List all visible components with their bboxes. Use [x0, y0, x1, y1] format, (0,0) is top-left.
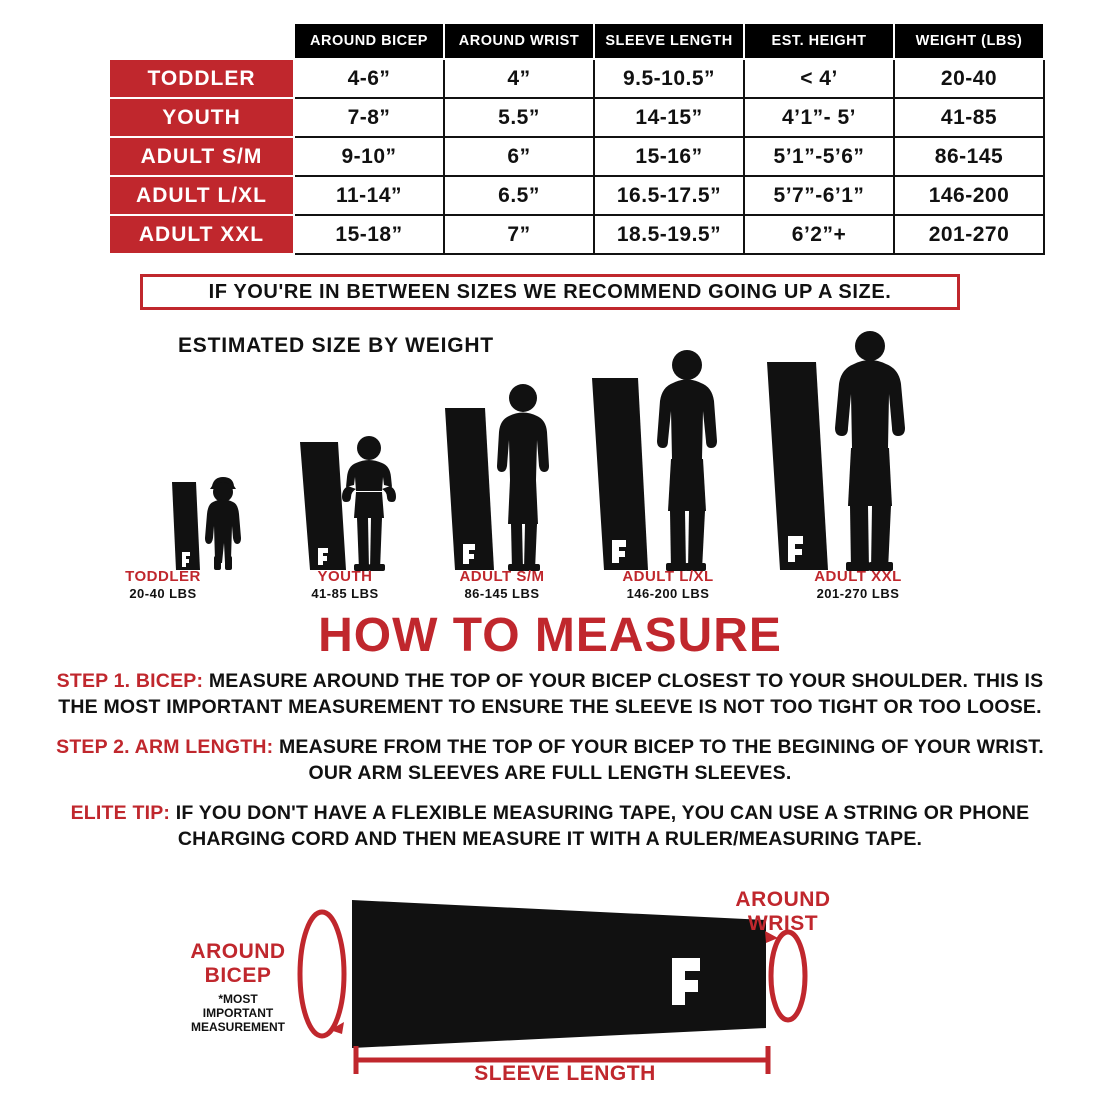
sleeve-diagram-shape: [352, 900, 766, 1048]
cell-adult-sm-wrist: 6”: [444, 137, 594, 176]
bicep-note-line3: MEASUREMENT: [190, 1020, 285, 1034]
person-silhouette-adult-sm: [497, 384, 549, 571]
silhouette-group-adult-sm: [445, 384, 549, 571]
cell-youth-weight: 41-85: [894, 98, 1044, 137]
cell-toddler-weight: 20-40: [894, 59, 1044, 98]
silhouette-group-toddler: [172, 477, 241, 570]
cell-adult-xxl-sleeve: 18.5-19.5”: [594, 215, 744, 254]
label-weight-adult-lxl: 146-200 LBS: [626, 586, 710, 601]
note-text: IF YOU'RE IN BETWEEN SIZES WE RECOMMEND GOING UP A SIZE.: [208, 280, 892, 303]
column-header-bicep: AROUND BICEP: [294, 23, 444, 59]
table-header-row: [109, 23, 1044, 59]
cell-adult-sm-height: 5’1”-5’6”: [744, 137, 894, 176]
how-to-measure-steps: [40, 668, 1060, 866]
wrist-measure-ellipse: [771, 932, 805, 1020]
cell-adult-sm-weight: 86-145: [894, 137, 1044, 176]
cell-adult-xxl-wrist: 7”: [444, 215, 594, 254]
step-2-lead: STEP 2. ARM LENGTH:: [56, 736, 274, 758]
label-name-adult-sm: ADULT S/M: [459, 568, 545, 585]
cell-adult-sm-sleeve: 15-16”: [594, 137, 744, 176]
column-header-height: EST. HEIGHT: [744, 23, 894, 59]
silhouette-label-adult-sm: [422, 568, 582, 601]
cell-youth-height: 4’1”- 5’: [744, 98, 894, 137]
cell-youth-sleeve: 14-15”: [594, 98, 744, 137]
step-2-text: MEASURE FROM THE TOP OF YOUR BICEP TO THE BEGINING OF YOUR WRIST. OUR ARM SLEEVES ARE FULL LENGTH SLEEVES.: [273, 736, 1044, 784]
size-table-container: [108, 22, 1023, 255]
cell-adult-sm-bicep: 9-10”: [294, 137, 444, 176]
label-name-adult-xxl: ADULT XXL: [814, 568, 902, 585]
label-weight-adult-sm: 86-145 LBS: [464, 586, 540, 601]
table-row: [109, 176, 1044, 215]
diagram-label-around-bicep: [178, 940, 298, 988]
step-1-bicep: [40, 668, 1060, 720]
person-silhouette-adult-lxl: [657, 350, 717, 571]
cell-toddler-wrist: 4”: [444, 59, 594, 98]
silhouette-group-adult-lxl: [592, 350, 717, 571]
person-silhouette-toddler: [205, 477, 241, 570]
how-to-measure-title: HOW TO MEASURE: [318, 609, 782, 662]
size-table: [108, 22, 1045, 255]
step-3-elite-tip: [40, 800, 1060, 852]
cell-adult-lxl-height: 5’7”-6’1”: [744, 176, 894, 215]
person-silhouette-adult-xxl: [835, 331, 905, 571]
cell-toddler-bicep: 4-6”: [294, 59, 444, 98]
bicep-label-line1: AROUND: [190, 940, 286, 963]
step-1-text: MEASURE AROUND THE TOP OF YOUR BICEP CLOSEST TO YOUR SHOULDER. THIS IS THE MOST IMPORTANT MEASUREMENT TO ENSURE THE SLEEVE IS NOT TOO TIGHT OR TOO LOOSE.: [58, 670, 1044, 718]
bicep-note-line2: IMPORTANT: [202, 1006, 274, 1020]
cell-adult-xxl-weight: 201-270: [894, 215, 1044, 254]
step-3-text: IF YOU DON'T HAVE A FLEXIBLE MEASURING TAPE, YOU CAN USE A STRING OR PHONE CHARGING CORD AND THEN MEASURE IT WITH A RULER/MEASURING TAPE.: [170, 802, 1030, 850]
label-name-adult-lxl: ADULT L/XL: [622, 568, 714, 585]
row-header-youth: YOUTH: [109, 98, 294, 137]
cell-adult-lxl-sleeve: 16.5-17.5”: [594, 176, 744, 215]
cell-toddler-height: < 4’: [744, 59, 894, 98]
cell-adult-lxl-wrist: 6.5”: [444, 176, 594, 215]
wrist-label-line1: AROUND: [735, 888, 831, 911]
bicep-note-line1: *MOST: [218, 992, 258, 1006]
cell-toddler-sleeve: 9.5-10.5”: [594, 59, 744, 98]
silhouette-group-youth: [300, 436, 396, 571]
label-name-toddler: TODDLER: [125, 568, 201, 585]
table-row: [109, 215, 1044, 254]
diagram-label-around-wrist: [718, 888, 848, 936]
step-2-arm-length: [40, 734, 1060, 786]
person-silhouette-youth: [342, 436, 396, 571]
table-corner-cell: [109, 23, 294, 59]
silhouette-label-toddler: [83, 568, 243, 601]
cell-adult-lxl-bicep: 11-14”: [294, 176, 444, 215]
column-header-weight: WEIGHT (LBS): [894, 23, 1044, 59]
row-header-toddler: TODDLER: [109, 59, 294, 98]
size-table-head: [109, 23, 1044, 59]
row-header-adult-sm: ADULT S/M: [109, 137, 294, 176]
diagram-bicep-note: [178, 992, 298, 1034]
table-row: [109, 59, 1044, 98]
bicep-label-line2: BICEP: [204, 964, 272, 987]
label-name-youth: YOUTH: [317, 568, 373, 585]
row-header-adult-lxl: ADULT L/XL: [109, 176, 294, 215]
label-weight-youth: 41-85 LBS: [311, 586, 379, 601]
silhouette-group-adult-xxl: [767, 331, 905, 571]
step-3-lead: ELITE TIP:: [70, 802, 171, 824]
row-header-adult-xxl: ADULT XXL: [109, 215, 294, 254]
estimated-size-title: ESTIMATED SIZE BY WEIGHT: [178, 334, 494, 357]
cell-youth-wrist: 5.5”: [444, 98, 594, 137]
cell-youth-bicep: 7-8”: [294, 98, 444, 137]
silhouette-label-youth: [265, 568, 425, 601]
step-1-lead: STEP 1. BICEP:: [56, 670, 204, 692]
column-header-wrist: AROUND WRIST: [444, 23, 594, 59]
size-recommendation-note: [140, 274, 960, 310]
silhouette-illustrations: [160, 320, 960, 610]
cell-adult-lxl-weight: 146-200: [894, 176, 1044, 215]
table-row: [109, 98, 1044, 137]
label-weight-toddler: 20-40 LBS: [129, 586, 197, 601]
silhouette-label-adult-xxl: [778, 568, 938, 601]
size-table-body: [109, 59, 1044, 254]
cell-adult-xxl-bicep: 15-18”: [294, 215, 444, 254]
silhouette-label-adult-lxl: [588, 568, 748, 601]
cell-adult-xxl-height: 6’2”+: [744, 215, 894, 254]
table-row: [109, 137, 1044, 176]
wrist-label-line2: WRIST: [747, 912, 819, 935]
column-header-sleeve-length: SLEEVE LENGTH: [594, 23, 744, 59]
label-weight-adult-xxl: 201-270 LBS: [816, 586, 900, 601]
diagram-label-sleeve-length: SLEEVE LENGTH: [474, 1062, 656, 1085]
bicep-measure-ellipse: [300, 912, 344, 1036]
